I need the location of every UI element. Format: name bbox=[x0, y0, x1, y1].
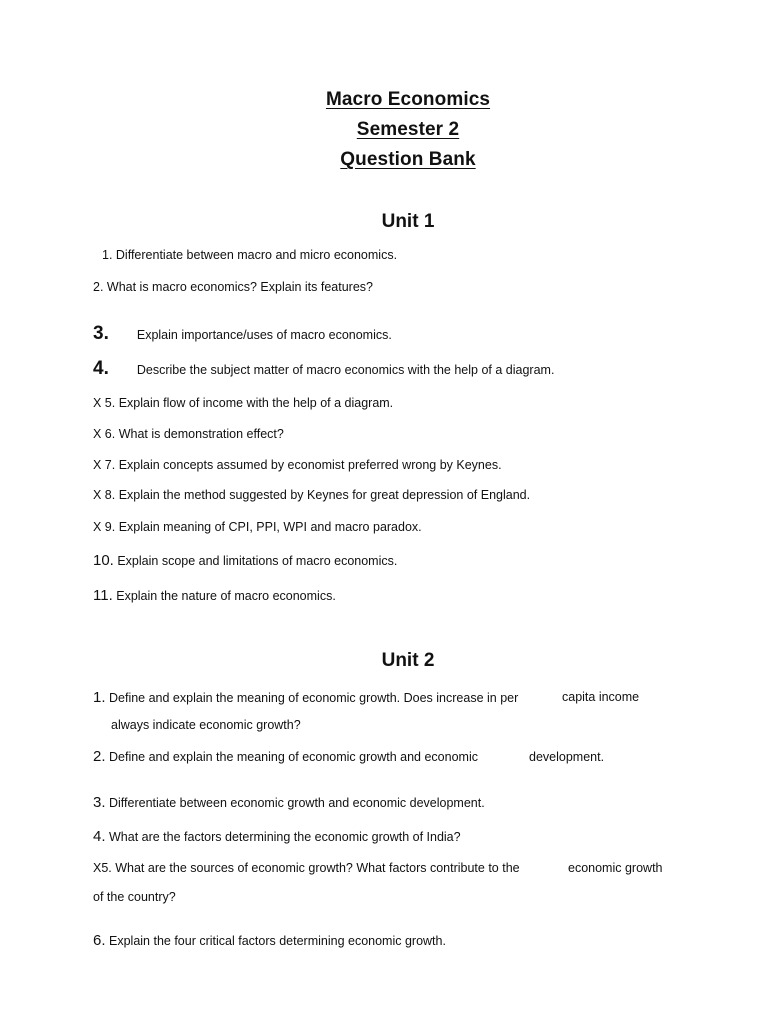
question-number: 4. bbox=[93, 358, 109, 379]
question-number: 3. bbox=[93, 323, 109, 344]
unit-2-question-6 bbox=[93, 932, 446, 949]
unit-1-question-5: X 5. Explain flow of income with the help of a diagram. bbox=[93, 396, 394, 410]
document-title: Macro Economics bbox=[325, 89, 491, 110]
unit-1-question-8: X 8. Explain the method suggested by Keynes for great depression of England. bbox=[93, 488, 531, 502]
unit-2-question-5-continued: economic growth bbox=[568, 861, 663, 875]
question-text: Define and explain the meaning of economic growth. Does increase in per bbox=[109, 691, 519, 705]
question-text: Explain importance/uses of macro economics. bbox=[136, 328, 392, 342]
question-text: Differentiate between economic growth and economic development. bbox=[109, 796, 485, 810]
unit-2-question-1-continued: capita income bbox=[562, 690, 640, 704]
unit-1-question-1: 1. Differentiate between macro and micro economics. bbox=[102, 248, 398, 262]
question-number: 11. bbox=[93, 587, 113, 604]
question-text: Define and explain the meaning of economic growth and economic bbox=[109, 750, 478, 764]
unit-2-question-2-continued: development. bbox=[529, 750, 605, 764]
unit-1-question-6: X 6. What is demonstration effect? bbox=[93, 427, 284, 441]
document-subtitle: Question Bank bbox=[340, 149, 476, 170]
unit-1-question-11 bbox=[93, 587, 336, 604]
question-number: 2. bbox=[93, 748, 106, 765]
unit-2-question-5: X5. What are the sources of economic growth? What factors contribute to the bbox=[93, 861, 520, 875]
unit-1-question-2: 2. What is macro economics? Explain its features? bbox=[93, 280, 373, 294]
unit-2-question-4 bbox=[93, 828, 461, 845]
unit-2-question-1-wrap: always indicate economic growth? bbox=[111, 718, 301, 732]
question-text: Describe the subject matter of macro economics with the help of a diagram. bbox=[136, 363, 555, 377]
semester-label: Semester 2 bbox=[356, 119, 460, 140]
unit-1-question-7: X 7. Explain concepts assumed by economist preferred wrong by Keynes. bbox=[93, 458, 502, 472]
unit-1-question-4 bbox=[93, 358, 554, 380]
unit-2-question-2 bbox=[93, 748, 478, 765]
unit-2-question-5-wrap: of the country? bbox=[93, 890, 176, 904]
question-number: 3. bbox=[93, 794, 106, 811]
unit-1-question-3 bbox=[93, 323, 392, 345]
question-text: Explain scope and limitations of macro economics. bbox=[117, 554, 398, 568]
question-number: 6. bbox=[93, 932, 106, 949]
question-number: 1. bbox=[93, 689, 106, 706]
question-number: 4. bbox=[93, 828, 106, 845]
unit-2-question-1 bbox=[93, 689, 518, 706]
unit-1-question-9: X 9. Explain meaning of CPI, PPI, WPI and macro paradox. bbox=[93, 520, 422, 534]
question-text: What are the factors determining the economic growth of India? bbox=[109, 830, 461, 844]
unit-2-heading: Unit 2 bbox=[381, 650, 435, 671]
question-text: Explain the nature of macro economics. bbox=[116, 589, 336, 603]
unit-1-question-10 bbox=[93, 552, 397, 569]
unit-2-question-3 bbox=[93, 794, 485, 811]
question-text: Explain the four critical factors determining economic growth. bbox=[109, 934, 446, 948]
unit-1-heading: Unit 1 bbox=[381, 211, 435, 232]
question-number: 10. bbox=[93, 552, 114, 569]
